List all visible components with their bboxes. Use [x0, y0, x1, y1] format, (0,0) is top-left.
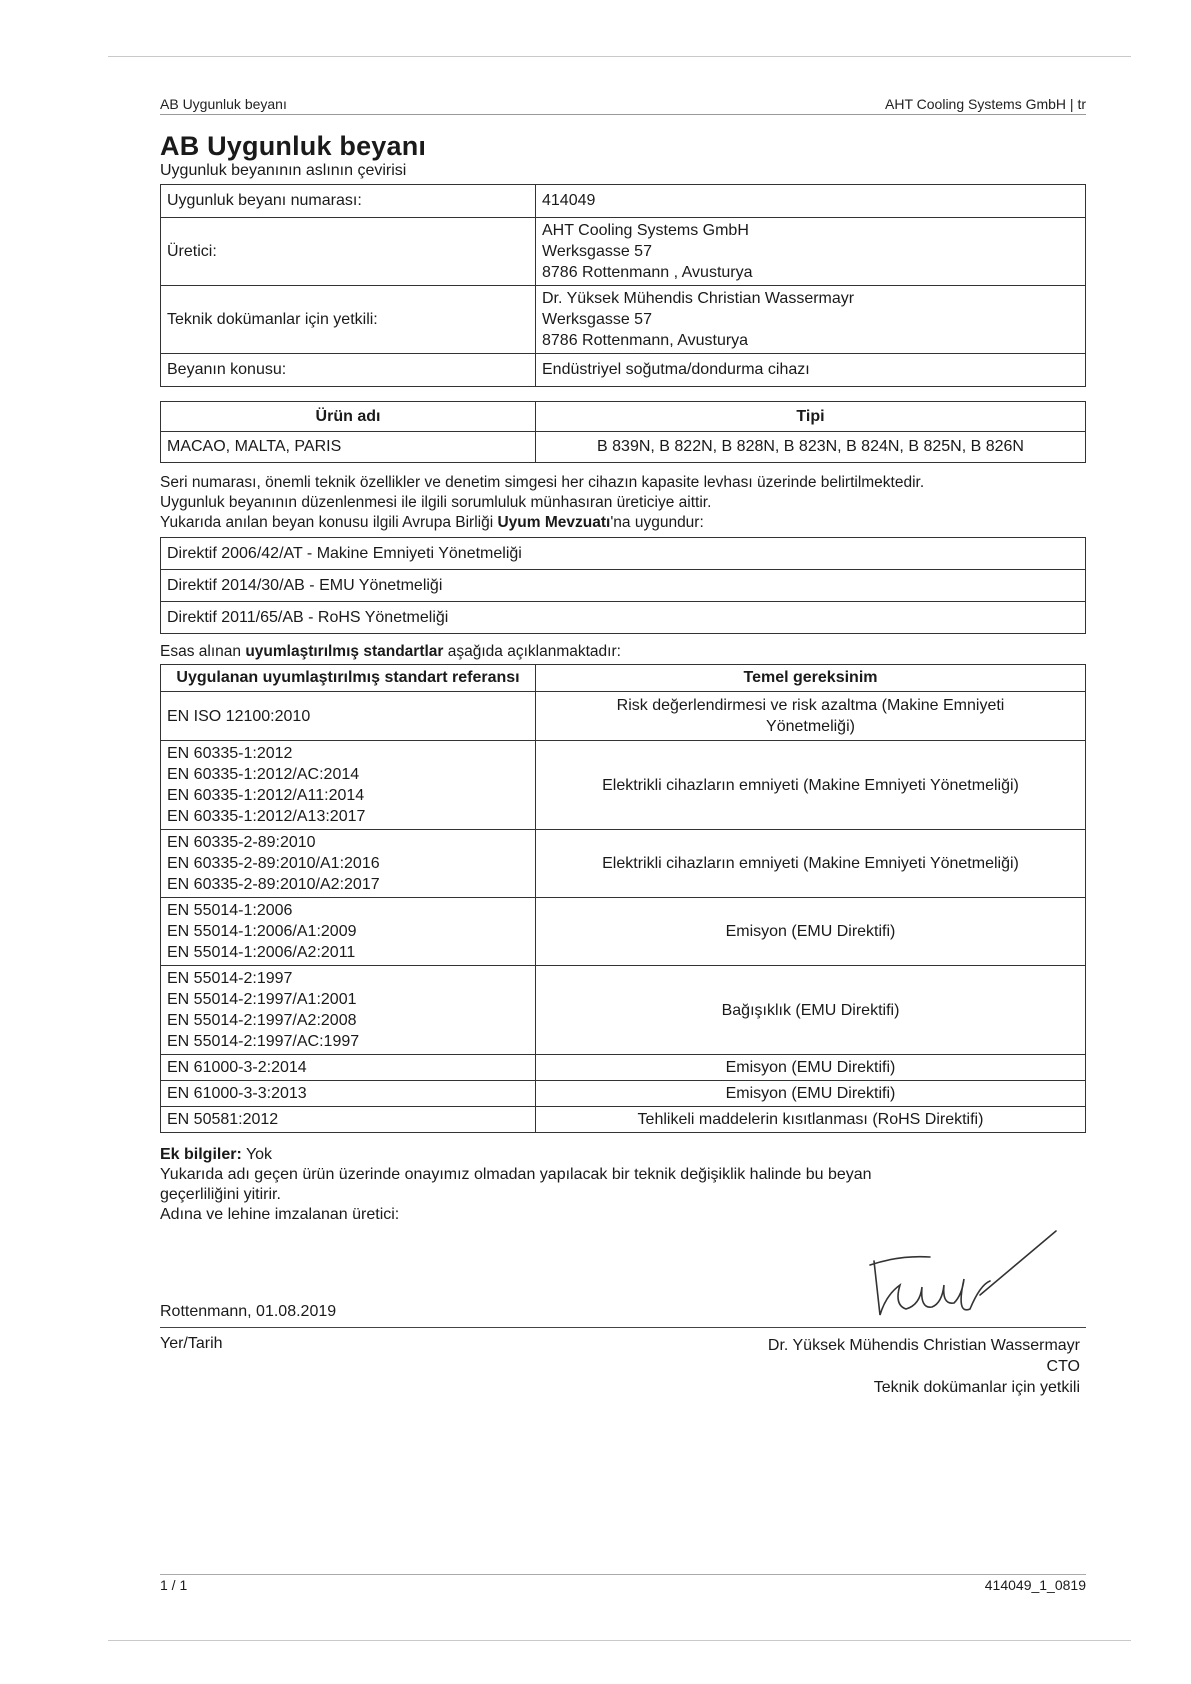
standard-requirement: Bağışıklık (EMU Direktifi) — [536, 966, 1086, 1055]
standard-ref: EN 55014-1:2006 — [167, 902, 293, 919]
signer-name: Dr. Yüksek Mühendis Christian Wassermayr — [767, 1337, 1080, 1354]
standard-row — [161, 1055, 1086, 1081]
standard-refs — [161, 1055, 536, 1081]
standard-ref: EN 60335-2-89:2010/A1:2016 — [167, 855, 380, 872]
extra-value: Yok — [241, 1146, 273, 1163]
standards-header-left: Uygulanan uyumlaştırılmış standart referansı — [161, 665, 536, 692]
product-header-row — [161, 402, 1086, 432]
standard-row — [161, 692, 1086, 741]
extra-line: Adına ve lehine imzalanan üretici: — [160, 1206, 400, 1223]
directive-item: Direktif 2011/65/AB - RoHS Yönetmeliği — [161, 602, 1086, 634]
standard-row — [161, 966, 1086, 1055]
manufacturer-value — [536, 218, 1086, 286]
standard-ref: EN ISO 12100:2010 — [167, 707, 311, 725]
product-name-header: Ürün adı — [161, 402, 536, 432]
signer-role2: Teknik dokümanlar için yetkili — [873, 1379, 1080, 1396]
info-row-subject — [161, 354, 1086, 387]
para-text: Esas alınan — [160, 643, 246, 660]
standard-ref: EN 55014-2:1997/A2:2008 — [167, 1012, 357, 1029]
directive-row — [161, 570, 1086, 602]
info-row-number — [161, 185, 1086, 218]
page-number: 1 / 1 — [160, 1577, 188, 1593]
product-type-value: B 839N, B 822N, B 828N, B 823N, B 824N, B 825N, B 826N — [536, 432, 1086, 463]
number-label: Uygunluk beyanı numarası: — [161, 185, 536, 218]
manufacturer-label: Üretici: — [161, 218, 536, 286]
standard-refs — [161, 898, 536, 966]
place-date: Rottenmann, 01.08.2019 — [160, 1303, 337, 1320]
standard-requirement: Elektrikli cihazların emniyeti (Makine Emniyeti Yönetmeliği) — [536, 741, 1086, 830]
extra-line: Yukarıda adı geçen ürün üzerinde onayımız olmadan yapılacak bir teknik değişiklik halinde bu beyan — [160, 1166, 872, 1183]
extra-line: geçerliliğini yitirir. — [160, 1186, 281, 1203]
page-header — [160, 96, 1086, 115]
standard-ref: EN 60335-1:2012/AC:2014 — [167, 766, 360, 783]
page-footer — [160, 1574, 1086, 1593]
standards-table — [160, 664, 1086, 1133]
standard-requirement: Elektrikli cihazların emniyeti (Makine Emniyeti Yönetmeliği) — [536, 830, 1086, 898]
directives-table — [160, 537, 1086, 634]
standard-ref: EN 60335-1:2012/A13:2017 — [167, 808, 366, 825]
standard-ref: EN 55014-1:2006/A1:2009 — [167, 923, 357, 940]
standard-ref: EN 55014-1:2006/A2:2011 — [167, 944, 356, 961]
product-type-header: Tipi — [536, 402, 1086, 432]
standard-refs — [161, 1081, 536, 1107]
para-text: Yukarıda anılan beyan konusu ilgili Avrupa Birliği — [160, 514, 498, 531]
extra-label: Ek bilgiler: — [160, 1146, 242, 1163]
document-id: 414049_1_0819 — [984, 1577, 1086, 1593]
extra-line — [160, 1145, 1086, 1165]
standard-ref: EN 55014-2:1997/A1:2001 — [167, 991, 357, 1008]
header-left: AB Uygunluk beyanı — [160, 96, 287, 112]
standard-ref: EN 60335-2-89:2010 — [167, 834, 316, 851]
subject-value: Endüstriyel soğutma/dondurma cihazı — [536, 354, 1086, 387]
standard-requirement: Tehlikeli maddelerin kısıtlanması (RoHS Direktifi) — [536, 1107, 1086, 1133]
scan-edge-top — [108, 56, 1131, 57]
para-line: Uygunluk beyanının düzenlenmesi ile ilgili sorumluluk münhasıran üreticiye aittir. — [160, 494, 712, 511]
declaration-page — [160, 96, 1086, 1415]
standard-ref: EN 61000-3-3:2013 — [167, 1085, 307, 1102]
standard-ref: EN 55014-2:1997 — [167, 970, 293, 987]
standard-refs — [161, 830, 536, 898]
standard-requirement — [536, 692, 1086, 741]
standard-refs — [161, 692, 536, 741]
signer-role: CTO — [1046, 1358, 1080, 1375]
standard-row — [161, 1107, 1086, 1133]
standard-refs — [161, 966, 536, 1055]
manufacturer-line: 8786 Rottenmann , Avusturya — [542, 264, 753, 281]
manufacturer-line: AHT Cooling Systems GmbH — [542, 222, 749, 239]
product-table — [160, 401, 1086, 463]
manufacturer-line: Werksgasse 57 — [542, 243, 652, 260]
standard-ref: EN 60335-1:2012/A11:2014 — [167, 787, 365, 804]
techdoc-line: Werksgasse 57 — [542, 311, 652, 328]
standard-ref: EN 60335-2-89:2010/A2:2017 — [167, 876, 380, 893]
conformity-paragraph — [160, 473, 1086, 533]
signer-block — [768, 1335, 1080, 1398]
standard-requirement: Emisyon (EMU Direktifi) — [536, 1055, 1086, 1081]
standard-row — [161, 898, 1086, 966]
number-value: 414049 — [536, 185, 1086, 218]
standard-requirement: Emisyon (EMU Direktifi) — [536, 898, 1086, 966]
directive-row — [161, 602, 1086, 634]
para-text: 'na uygundur: — [610, 514, 704, 531]
info-row-manufacturer — [161, 218, 1086, 286]
techdoc-value — [536, 286, 1086, 354]
para-bold: uyumlaştırılmış standartlar — [245, 643, 444, 660]
standard-row — [161, 741, 1086, 830]
signature-line — [160, 1327, 1086, 1328]
product-name-value: MACAO, MALTA, PARIS — [161, 432, 536, 463]
standard-ref: EN 55014-2:1997/AC:1997 — [167, 1033, 360, 1050]
subject-label: Beyanın konusu: — [161, 354, 536, 387]
header-right: AHT Cooling Systems GmbH | tr — [885, 96, 1086, 112]
additional-info — [160, 1145, 1086, 1225]
directive-row — [161, 538, 1086, 570]
standard-refs — [161, 741, 536, 830]
info-row-techdoc — [161, 286, 1086, 354]
standards-header-row — [161, 665, 1086, 692]
techdoc-label: Teknik dokümanlar için yetkili: — [161, 286, 536, 354]
standard-row — [161, 1081, 1086, 1107]
standard-row — [161, 830, 1086, 898]
requirement-text: Risk değerlendirmesi ve risk azaltma (Makine Emniyeti Yönetmeliği) — [616, 697, 1005, 735]
techdoc-line: 8786 Rottenmann, Avusturya — [542, 332, 749, 349]
para-line — [160, 513, 1086, 533]
directive-item: Direktif 2014/30/AB - EMU Yönetmeliği — [161, 570, 1086, 602]
directive-item: Direktif 2006/42/AT - Makine Emniyeti Yönetmeliği — [161, 538, 1086, 570]
para-text: aşağıda açıklanmaktadır: — [443, 643, 621, 660]
standards-intro — [160, 642, 1086, 662]
standards-header-right: Temel gereksinim — [536, 665, 1086, 692]
product-row — [161, 432, 1086, 463]
info-table — [160, 184, 1086, 387]
place-label: Yer/Tarih — [160, 1335, 223, 1352]
standard-ref: EN 60335-1:2012 — [167, 745, 293, 762]
standard-ref: EN 61000-3-2:2014 — [167, 1059, 307, 1076]
standard-refs — [161, 1107, 536, 1133]
handwritten-signature — [860, 1225, 1060, 1325]
document-title: AB Uygunluk beyanı — [160, 131, 427, 161]
para-line: Seri numarası, önemli teknik özellikler ve denetim simgesi her cihazın kapasite levhası üzerinde belirtilmektedir. — [160, 474, 925, 491]
scan-edge-bottom — [108, 1640, 1131, 1641]
standard-ref: EN 50581:2012 — [167, 1111, 279, 1128]
techdoc-line: Dr. Yüksek Mühendis Christian Wassermayr — [542, 290, 855, 307]
signature-zone — [160, 1225, 1086, 1415]
standard-requirement: Emisyon (EMU Direktifi) — [536, 1081, 1086, 1107]
document-subtitle: Uygunluk beyanının aslının çevirisi — [160, 162, 407, 179]
para-bold: Uyum Mevzuatı — [497, 514, 611, 531]
